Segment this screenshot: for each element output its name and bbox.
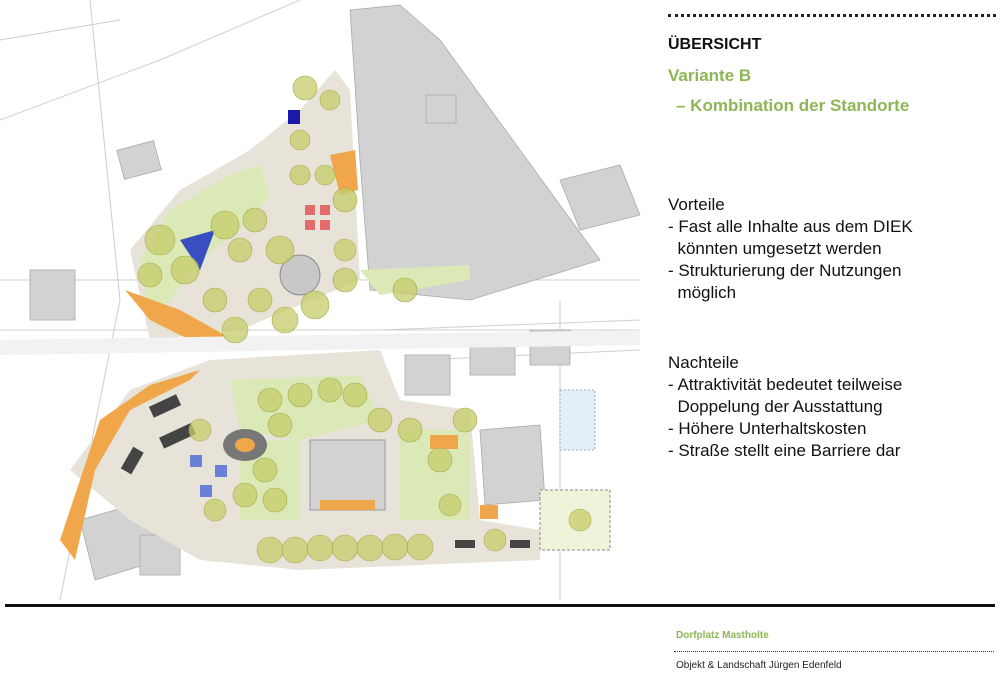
pros-title: Vorteile [668, 195, 725, 214]
slide-heading: ÜBERSICHT [668, 36, 762, 53]
pros-line: möglich [668, 283, 737, 302]
footer-project-name: Dorfplatz Mastholte [676, 630, 769, 641]
variant-title: Variante B [668, 66, 752, 85]
footer-dotted-divider [674, 651, 994, 652]
top-dotted-divider [668, 14, 996, 17]
footer-rule [5, 604, 995, 607]
pros-section [668, 194, 913, 304]
cons-title: Nachteile [668, 353, 739, 372]
pros-line: - Strukturierung der Nutzungen [668, 261, 902, 280]
footer-office-name: Objekt & Landschaft Jürgen Edenfeld [676, 660, 842, 671]
variant-subtitle: – Kombination der Standorte [676, 96, 910, 115]
cons-line: - Höhere Unterhaltskosten [668, 419, 867, 438]
pros-line: könnten umgesetzt werden [668, 239, 882, 258]
cons-section [668, 352, 902, 462]
pros-line: - Fast alle Inhalte aus dem DIEK [668, 217, 913, 236]
cons-line: Doppelung der Ausstattung [668, 397, 883, 416]
cons-line: - Attraktivität bedeutet teilweise [668, 375, 903, 394]
cons-line: - Straße stellt eine Barriere dar [668, 441, 901, 460]
